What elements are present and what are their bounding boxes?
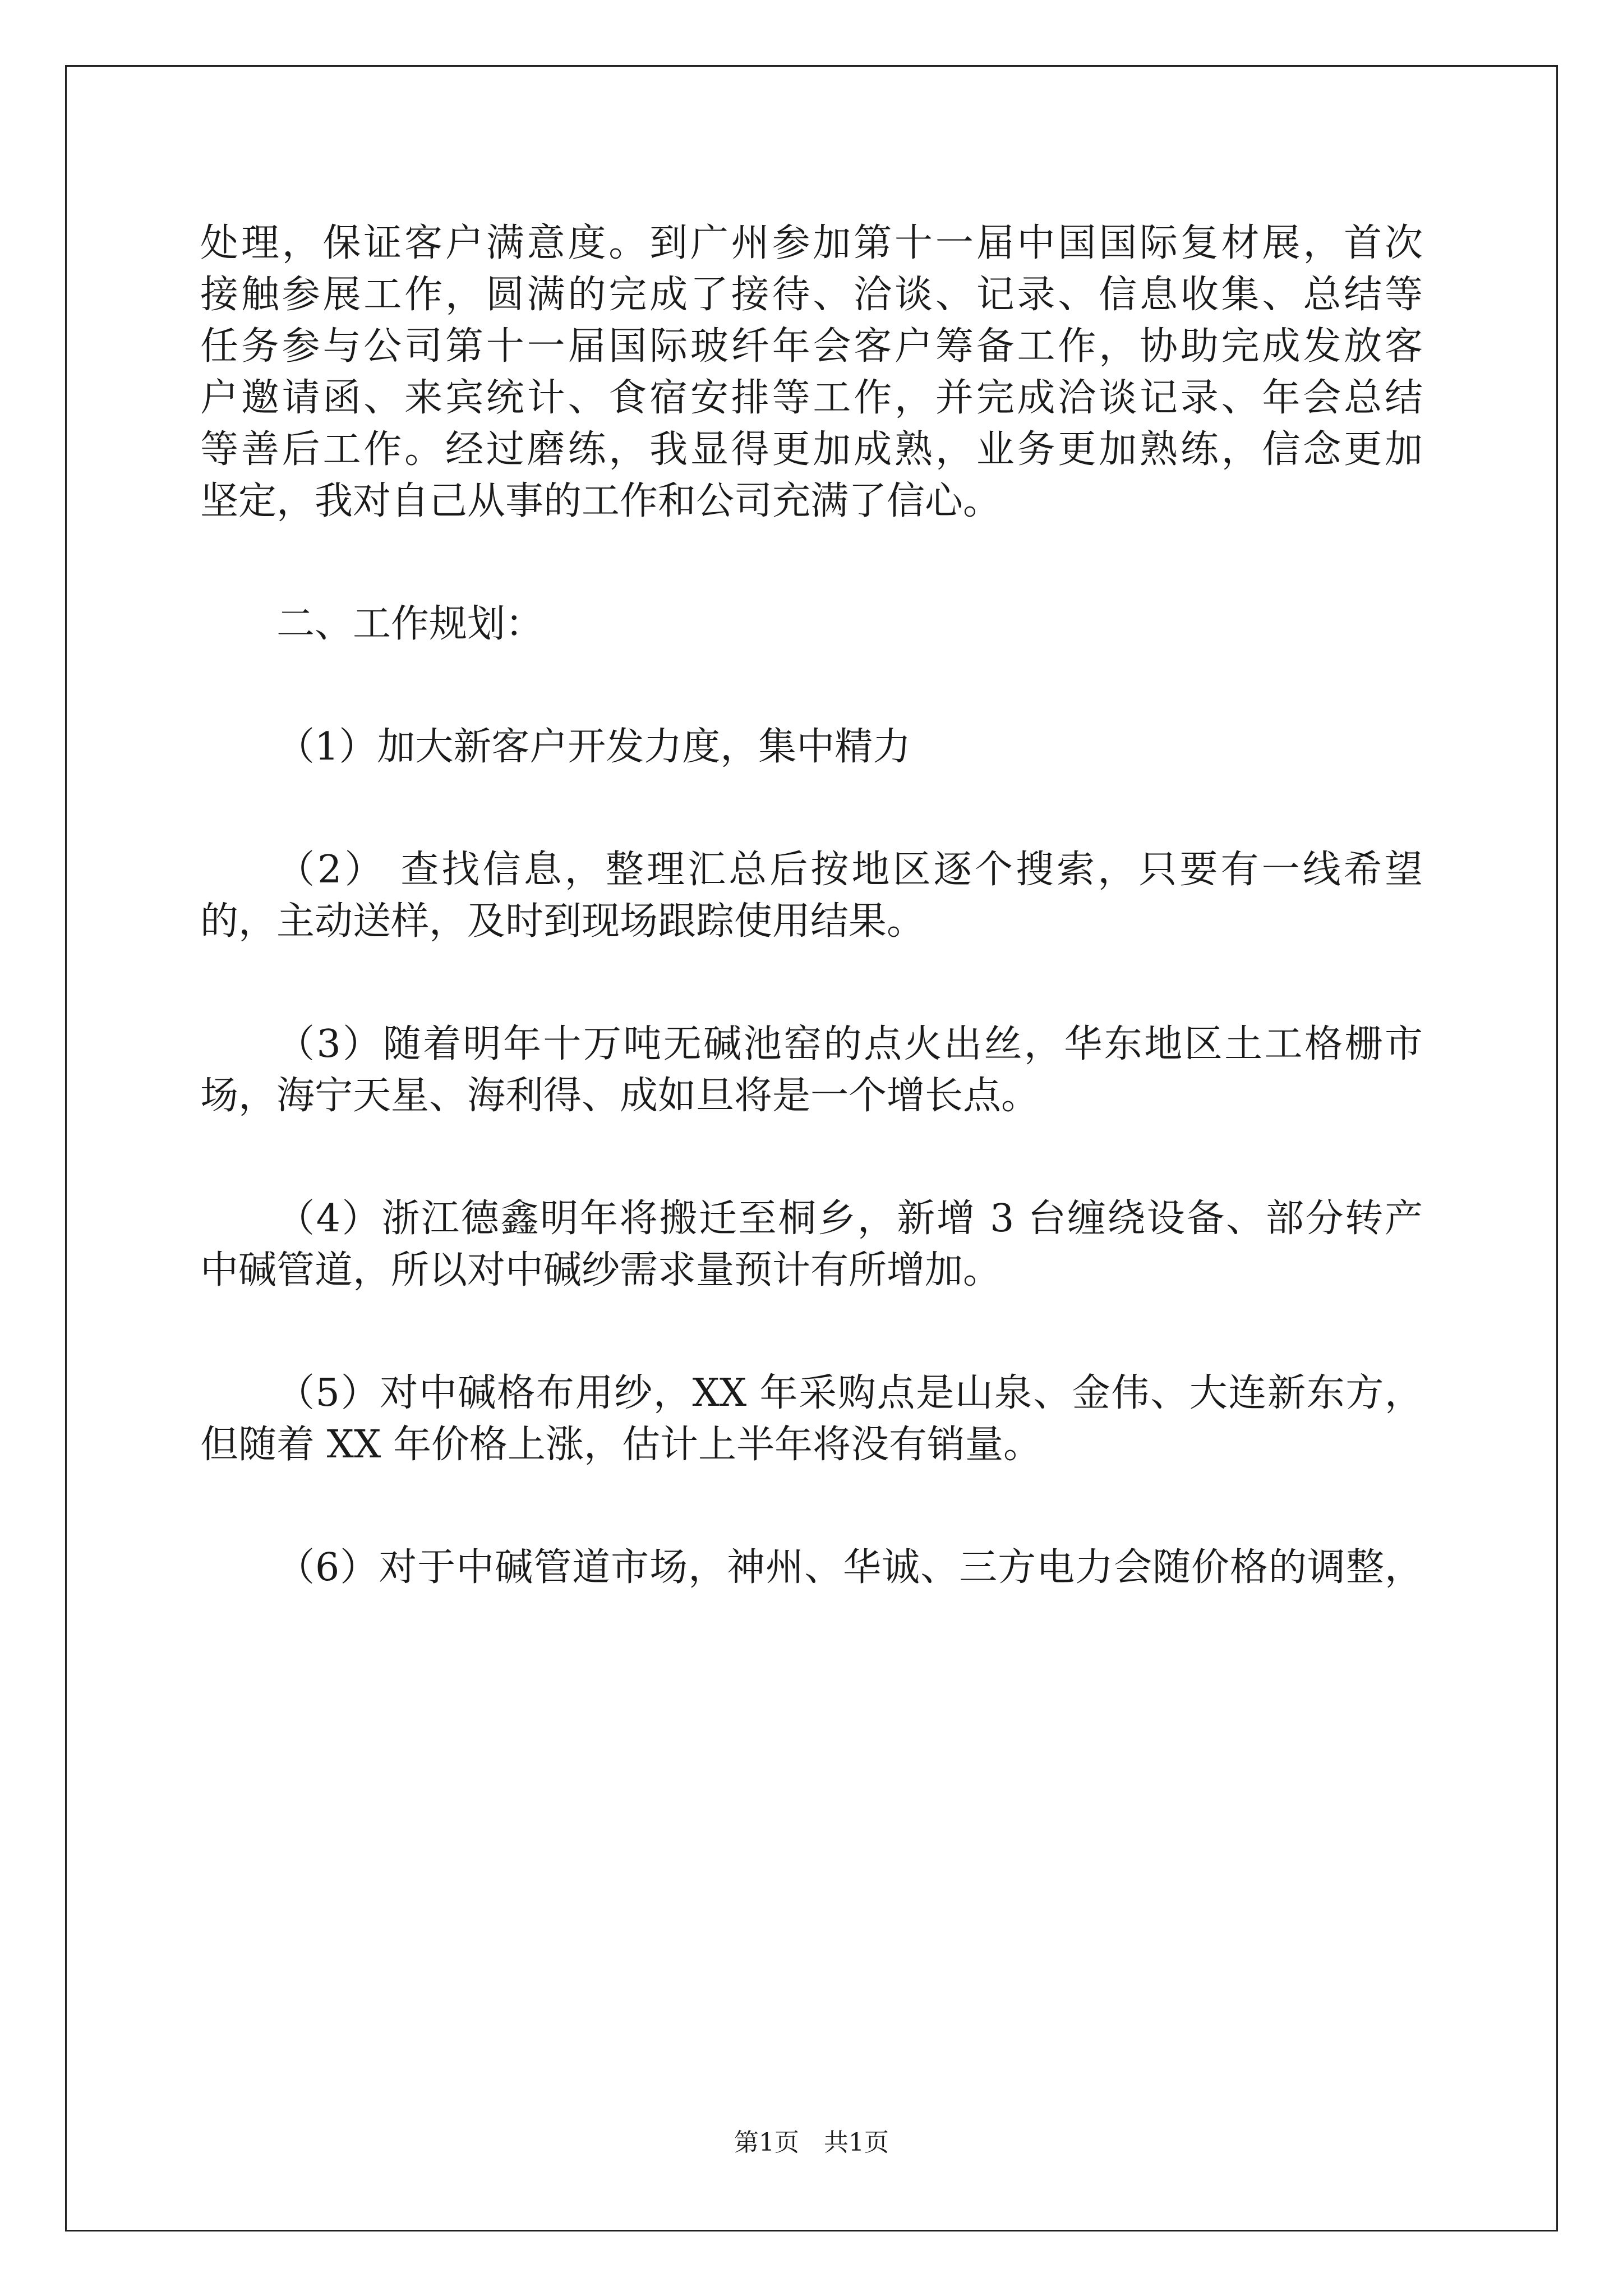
paragraph bbox=[200, 1542, 1423, 1594]
text-line: （5）对中碱格布用纱，XX 年采购点是山泉、金伟、大连新东方， bbox=[276, 1371, 1423, 1415]
text-line: 场，海宁天星、海利得、成如旦将是一个增长点。 bbox=[200, 1074, 1040, 1118]
text-line: 中碱管道，所以对中碱纱需求量预计有所增加。 bbox=[200, 1248, 1002, 1292]
paragraph bbox=[200, 218, 1423, 527]
text-line: 但随着 XX 年价格上涨，估计上半年将没有销量。 bbox=[200, 1423, 1042, 1467]
paragraph bbox=[200, 1019, 1423, 1122]
page-number-footer: 第1页 共1页 bbox=[734, 2128, 889, 2157]
text-line: （6）对于中碱管道市场，神州、华诚、三方电力会随价格的调整， bbox=[276, 1545, 1423, 1590]
text-line: （4）浙江德鑫明年将搬迁至桐乡，新增 3 台缠绕设备、部分转产 bbox=[276, 1197, 1423, 1241]
text-line: （3）随着明年十万吨无碱池窑的点火出丝，华东地区土工格栅市 bbox=[276, 1022, 1423, 1066]
text-line: 等善后工作。经过磨练，我显得更加成熟，业务更加熟练，信念更加 bbox=[200, 427, 1423, 472]
paragraph bbox=[200, 844, 1423, 947]
text-line: 二、工作规划： bbox=[276, 602, 544, 646]
text-line: 坚定，我对自己从事的工作和公司充满了信心。 bbox=[200, 479, 1002, 523]
text-line: （2） 查找信息，整理汇总后按地区逐个搜索，只要有一线希望 bbox=[276, 848, 1423, 892]
text-line: 的，主动送样，及时到现场跟踪使用结果。 bbox=[200, 899, 925, 944]
text-line: 处理，保证客户满意度。到广州参加第十一届中国国际复材展，首次 bbox=[200, 221, 1423, 265]
text-line: 户邀请函、来宾统计、食宿安排等工作，并完成洽谈记录、年会总结 bbox=[200, 376, 1423, 420]
document-body bbox=[200, 218, 1423, 1594]
text-line: 任务参与公司第十一届国际玻纤年会客户筹备工作，协助完成发放客 bbox=[200, 324, 1423, 369]
paragraph bbox=[200, 1193, 1423, 1296]
paragraph bbox=[200, 721, 1423, 773]
section-heading bbox=[200, 599, 1423, 650]
paragraph bbox=[200, 1368, 1423, 1471]
text-line: （1）加大新客户开发力度，集中精力 bbox=[276, 725, 911, 769]
text-line: 接触参展工作，圆满的完成了接待、洽谈、记录、信息收集、总结等 bbox=[200, 273, 1423, 317]
